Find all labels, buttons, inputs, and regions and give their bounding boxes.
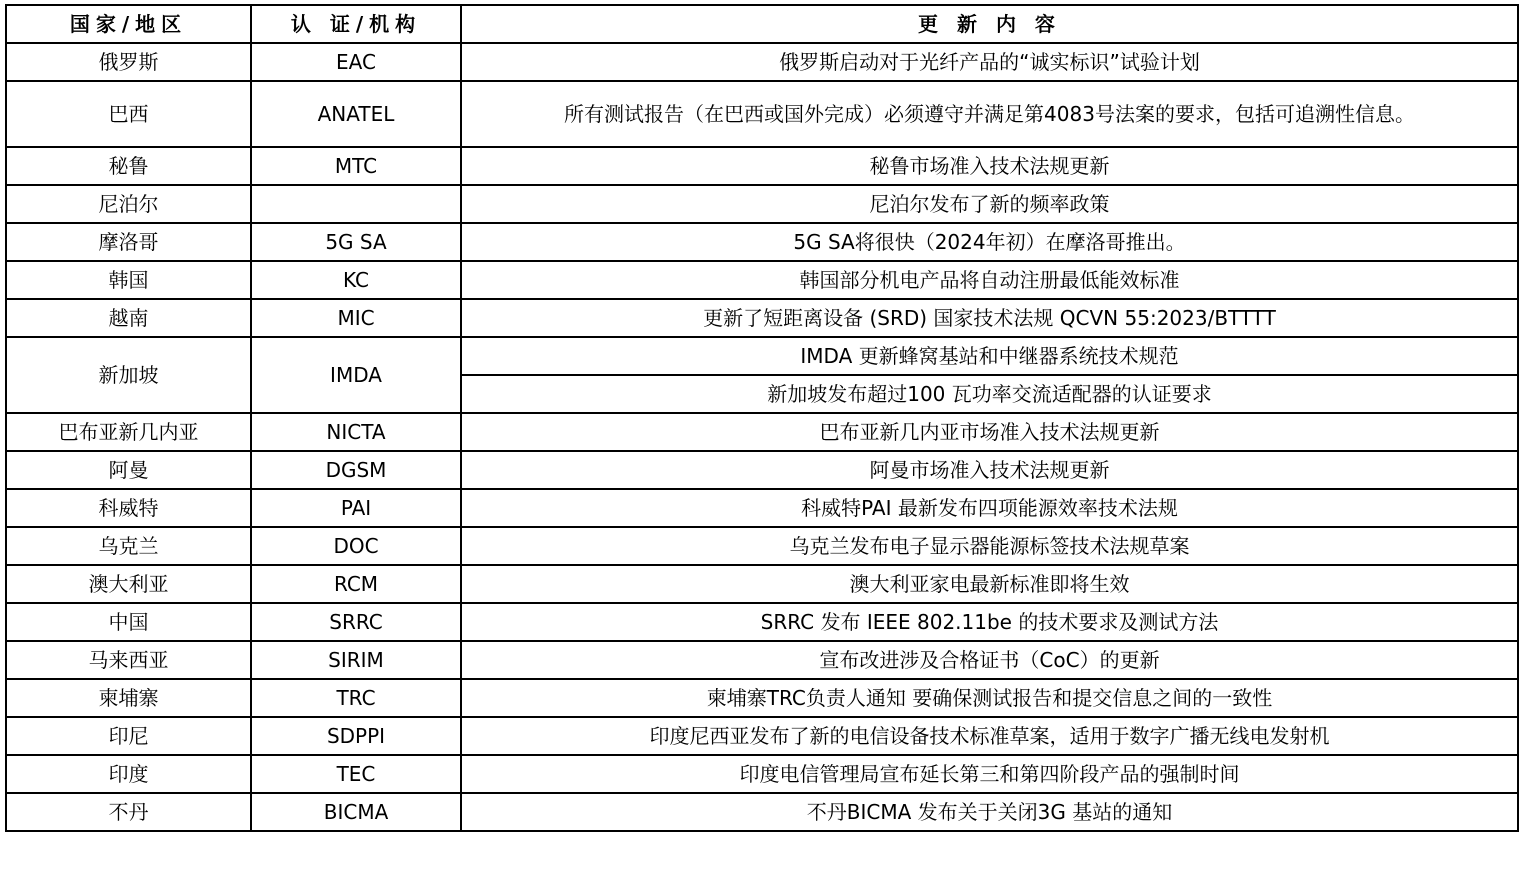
country-cell: 印度: [6, 755, 251, 793]
table-row: [6, 337, 1518, 375]
update-cell: 新加坡发布超过100 瓦功率交流适配器的认证要求: [461, 375, 1518, 413]
country-cell: 尼泊尔: [6, 185, 251, 223]
update-cell: 柬埔寨TRC负责人通知 要确保测试报告和提交信息之间的一致性: [461, 679, 1518, 717]
update-cell: 尼泊尔发布了新的频率政策: [461, 185, 1518, 223]
table-row: [6, 641, 1518, 679]
cert-cell: DOC: [251, 527, 461, 565]
update-cell: IMDA 更新蜂窝基站和中继器系统技术规范: [461, 337, 1518, 375]
header-country: [6, 5, 251, 43]
cert-cell: SRRC: [251, 603, 461, 641]
update-cell: 宣布改进涉及合格证书（CoC）的更新: [461, 641, 1518, 679]
update-cell: 5G SA将很快（2024年初）在摩洛哥推出。: [461, 223, 1518, 261]
table-row: [6, 489, 1518, 527]
update-cell: 巴布亚新几内亚市场准入技术法规更新: [461, 413, 1518, 451]
table-row: [6, 299, 1518, 337]
update-cell: 秘鲁市场准入技术法规更新: [461, 147, 1518, 185]
update-cell: 阿曼市场准入技术法规更新: [461, 451, 1518, 489]
update-cell: SRRC 发布 IEEE 802.11be 的技术要求及测试方法: [461, 603, 1518, 641]
country-cell: 摩洛哥: [6, 223, 251, 261]
country-cell: 澳大利亚: [6, 565, 251, 603]
country-cell: 科威特: [6, 489, 251, 527]
update-cell: 科威特PAI 最新发布四项能源效率技术法规: [461, 489, 1518, 527]
country-cell: 印尼: [6, 717, 251, 755]
cert-cell: DGSM: [251, 451, 461, 489]
table-row: [6, 413, 1518, 451]
cert-cell: PAI: [251, 489, 461, 527]
cert-cell: EAC: [251, 43, 461, 81]
update-cell: 澳大利亚家电最新标准即将生效: [461, 565, 1518, 603]
country-cell: 巴布亚新几内亚: [6, 413, 251, 451]
header-cert: [251, 5, 461, 43]
cert-cell: SDPPI: [251, 717, 461, 755]
table-row: [6, 565, 1518, 603]
country-cell: 韩国: [6, 261, 251, 299]
table-body: [6, 43, 1518, 831]
header-cert-label: 认 证/机构: [290, 12, 422, 36]
country-cell: 不丹: [6, 793, 251, 831]
table-row: [6, 603, 1518, 641]
cert-cell: RCM: [251, 565, 461, 603]
table-row: [6, 81, 1518, 147]
table-row: [6, 147, 1518, 185]
update-cell: 所有测试报告（在巴西或国外完成）必须遵守并满足第4083号法案的要求，包括可追溯性信息。: [461, 81, 1518, 147]
cert-cell: MIC: [251, 299, 461, 337]
table-row: [6, 223, 1518, 261]
cert-cell: TRC: [251, 679, 461, 717]
cert-cell: NICTA: [251, 413, 461, 451]
update-cell: 乌克兰发布电子显示器能源标签技术法规草案: [461, 527, 1518, 565]
cert-cell: [251, 185, 461, 223]
country-cell: 新加坡: [6, 337, 251, 413]
table-row: [6, 451, 1518, 489]
update-cell: 印度尼西亚发布了新的电信设备技术标准草案，适用于数字广播无线电发射机: [461, 717, 1518, 755]
header-row: [6, 5, 1518, 43]
table-row: [6, 793, 1518, 831]
table-row: [6, 43, 1518, 81]
update-cell: 印度电信管理局宣布延长第三和第四阶段产品的强制时间: [461, 755, 1518, 793]
cert-cell: MTC: [251, 147, 461, 185]
country-cell: 俄罗斯: [6, 43, 251, 81]
header-country-label: 国家/地区: [69, 12, 188, 36]
cert-cell: IMDA: [251, 337, 461, 413]
country-cell: 秘鲁: [6, 147, 251, 185]
table-row: [6, 679, 1518, 717]
country-cell: 乌克兰: [6, 527, 251, 565]
country-cell: 马来西亚: [6, 641, 251, 679]
table-row: [6, 717, 1518, 755]
table-row: [6, 185, 1518, 223]
header-update: [461, 5, 1518, 43]
table-row: [6, 755, 1518, 793]
cert-cell: TEC: [251, 755, 461, 793]
country-cell: 柬埔寨: [6, 679, 251, 717]
certification-updates-table: [5, 4, 1519, 832]
cert-cell: 5G SA: [251, 223, 461, 261]
update-cell: 不丹BICMA 发布关于关闭3G 基站的通知: [461, 793, 1518, 831]
update-cell: 俄罗斯启动对于光纤产品的“诚实标识”试验计划: [461, 43, 1518, 81]
cert-cell: KC: [251, 261, 461, 299]
cert-cell: BICMA: [251, 793, 461, 831]
country-cell: 越南: [6, 299, 251, 337]
cert-cell: ANATEL: [251, 81, 461, 147]
header-update-label: 更 新 内 容: [918, 12, 1061, 36]
cert-cell: SIRIM: [251, 641, 461, 679]
country-cell: 巴西: [6, 81, 251, 147]
table-row: [6, 261, 1518, 299]
update-cell: 韩国部分机电产品将自动注册最低能效标准: [461, 261, 1518, 299]
table-row: [6, 527, 1518, 565]
country-cell: 阿曼: [6, 451, 251, 489]
update-cell: 更新了短距离设备 (SRD) 国家技术法规 QCVN 55:2023/BTTTT: [461, 299, 1518, 337]
country-cell: 中国: [6, 603, 251, 641]
